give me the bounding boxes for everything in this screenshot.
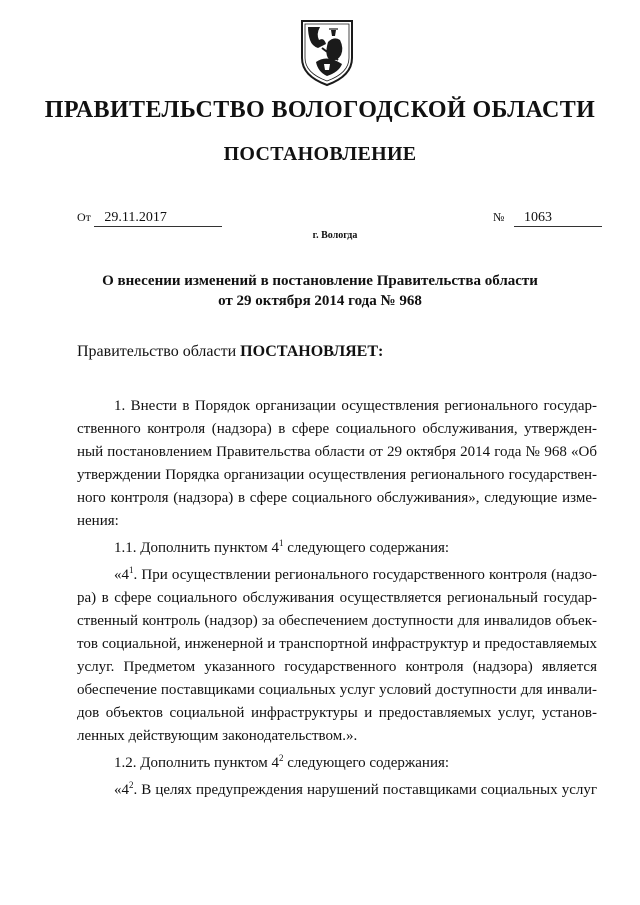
- clause-1-2-text: 1.2. Дополнить пунктом 4: [114, 755, 279, 771]
- paragraph-1-line: ного контроля (надзора) в сфере социального обслуживания», следующие изме-: [77, 490, 597, 506]
- clause-1-1-superscript: 1: [278, 538, 284, 548]
- clause-1-2: [77, 752, 597, 775]
- number-prefix: №: [493, 210, 505, 224]
- coat-of-arms-icon: [298, 18, 356, 88]
- quoted-clause-first-line: [77, 564, 597, 587]
- clause-1-1-tail: следующего содержания:: [283, 540, 450, 556]
- quote-open: «4: [114, 567, 129, 583]
- document-subject: [0, 271, 640, 311]
- quote-2-superscript: 2: [129, 780, 134, 790]
- clause-1-2-tail: следующего содержания:: [283, 755, 450, 771]
- intro-emphasis: ПОСТАНОВЛЯЕТ:: [240, 343, 384, 360]
- quoted-clause-2-first-line: [77, 779, 597, 802]
- clause-1-1-text: 1.1. Дополнить пунктом 4: [114, 540, 279, 556]
- quoted-clause-line: дов объектов социальной инфраструктуры и предоставляемых услуг, установ-: [77, 705, 597, 721]
- clause-1-2-superscript: 2: [278, 753, 284, 763]
- paragraph-1-line: ственного контроля (надзора) в сфере социального обслуживания, утвержден-: [77, 421, 597, 437]
- paragraph-1-line: ный постановлением Правительства области от 29 октября 2014 года № 968 «Об: [77, 444, 597, 460]
- quoted-clause-line: услуг. Предметом указанного государственного контроля (надзора) является: [77, 659, 597, 675]
- date-value: 29.11.2017: [94, 210, 222, 227]
- quoted-clause-line: ственный контроль (надзор) за обеспечением доступности для инвалидов объек-: [77, 613, 597, 629]
- paragraph-1-line: утверждении Порядка организации осуществления регионального государствен-: [77, 467, 597, 483]
- organization-title: ПРАВИТЕЛЬСТВО ВОЛОГОДСКОЙ ОБЛАСТИ: [44, 97, 596, 123]
- quoted-clause-line: тов социальной, инженерной и транспортной инфраструктур и предоставляемых: [77, 636, 597, 652]
- number-value: 1063: [514, 210, 602, 227]
- document-type-title: ПОСТАНОВЛЕНИЕ: [223, 143, 417, 165]
- quote-superscript: 1: [129, 565, 134, 575]
- subject-line-1: О внесении изменений в постановление Правительства области: [102, 273, 538, 289]
- paragraph-1-line: 1. Внести в Порядок организации осуществления регионального государ-: [114, 398, 597, 414]
- paragraph-1-line: нения:: [77, 513, 119, 529]
- clause-1-1: [77, 537, 597, 560]
- document-date: [77, 210, 222, 227]
- quoted-clause-line: ленных действующим законодательством.».: [77, 728, 358, 744]
- document-number: [493, 210, 602, 227]
- quote-first-text: . При осуществлении регионального государственного контроля (надзо-: [133, 567, 597, 583]
- quoted-clause-line: обеспечение поставщиками социальных услуг условий доступности для инвали-: [77, 682, 597, 698]
- resolution-intro: [77, 343, 383, 361]
- subject-line-2: от 29 октября 2014 года № 968: [218, 293, 422, 309]
- quote-2-open: «4: [114, 782, 129, 798]
- intro-text: Правительство области: [77, 343, 237, 360]
- quoted-clause-line: ра) в сфере социального обслуживания осуществляется региональный государ-: [77, 590, 597, 606]
- document-body: [77, 395, 597, 802]
- city-label: г. Вологда: [312, 230, 358, 241]
- date-prefix: От: [77, 210, 91, 224]
- quote-2-first-text: . В целях предупреждения нарушений поставщиками социальных услуг: [133, 782, 597, 798]
